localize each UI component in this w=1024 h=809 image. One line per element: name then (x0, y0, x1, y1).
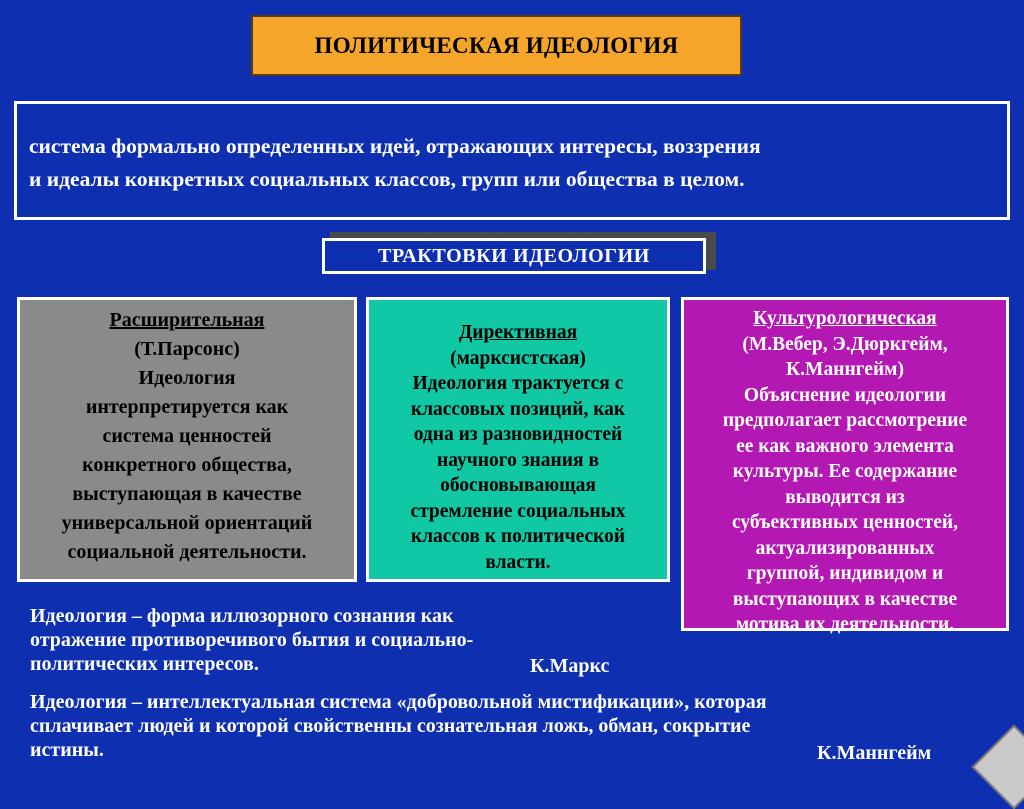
card-directive-line: обосновывающая (440, 475, 596, 496)
card-expansive-line: Идеология (138, 367, 236, 389)
card-expansive-line: выступающая в качестве (72, 483, 302, 505)
card-directive-line: стремление социальных (410, 500, 626, 522)
card-expansive-line: социальной деятельности. (67, 541, 307, 563)
card-cultural-line: (М.Вебер, Э.Дюркгейм, (742, 333, 948, 355)
card-expansive-line: интерпретируется как (85, 396, 289, 418)
quote-line: истины. (30, 739, 104, 761)
card-cultural-line: группой, индивидом и (746, 563, 944, 584)
card-directive-line: (марксистская) (450, 347, 586, 369)
card-cultural-line: ее как важного элемента (736, 435, 954, 457)
interpretations-heading (322, 238, 706, 274)
page-title-text: ПОЛИТИЧЕСКАЯ ИДЕОЛОГИЯ (314, 32, 679, 58)
card-cultural-line: культуры. Ее содержание (732, 461, 958, 482)
definition-box (14, 101, 1010, 220)
quote-marx (30, 604, 473, 676)
card-directive-line: власти. (485, 551, 551, 573)
card-cultural-line: выводится из (785, 486, 905, 508)
page-title (251, 15, 742, 76)
card-cultural-line: К.Маннгейм) (786, 359, 904, 380)
quote-line: политических интересов. (30, 653, 259, 675)
card-cultural-line: выступающих в качестве (732, 588, 958, 610)
card-directive-title: Директивная (458, 322, 578, 343)
definition-line-1: система формально определенных идей, отражающих интересы, воззрения (29, 134, 761, 158)
card-cultural-line: субъективных ценностей, (732, 512, 958, 533)
card-expansive-title: Расширительная (109, 309, 265, 331)
definition-line-2: и идеалы конкретных социальных классов, групп или общества в целом. (29, 167, 745, 191)
quote-author-marx: К.Маркс (530, 655, 610, 677)
quote-line: Идеология – интеллектуальная система «добровольной мистификации», которая (30, 691, 767, 713)
card-directive-line: классов к политической (410, 526, 626, 547)
card-cultural-line: мотива их деятельности. (735, 614, 955, 635)
quote-mannheim (30, 690, 767, 762)
card-directive-line: классовых позиций, как (410, 398, 626, 420)
card-expansive (17, 297, 357, 582)
card-directive-line: научного знания в (437, 449, 599, 471)
card-expansive-line: конкретного общества, (82, 454, 292, 476)
card-directive-line: Идеология трактуется с (412, 373, 624, 394)
card-cultural-line: предполагает рассмотрение (722, 410, 968, 431)
quote-line: Идеология – форма иллюзорного сознания как (30, 605, 454, 627)
quote-author-mannheim: К.Маннгейм (817, 742, 932, 764)
card-cultural-line: актуализированных (755, 537, 935, 559)
interpretations-heading-text: ТРАКТОВКИ ИДЕОЛОГИИ (378, 244, 650, 267)
card-cultural-line: Объяснение идеологии (743, 384, 947, 406)
quote-line: отражение противоречивого бытия и социально- (30, 629, 474, 651)
card-expansive-line: (Т.Парсонс) (134, 338, 240, 360)
quote-line: сплачивает людей и которой свойственны сознательная ложь, обман, сокрытие (30, 715, 751, 737)
card-directive (366, 297, 670, 582)
card-expansive-line: система ценностей (102, 425, 272, 447)
card-expansive-line: универсальной ориентаций (61, 512, 313, 534)
card-cultural (681, 297, 1009, 635)
card-cultural-title: Культурологическая (753, 308, 937, 329)
card-directive-line: одна из разновидностей (413, 424, 623, 445)
